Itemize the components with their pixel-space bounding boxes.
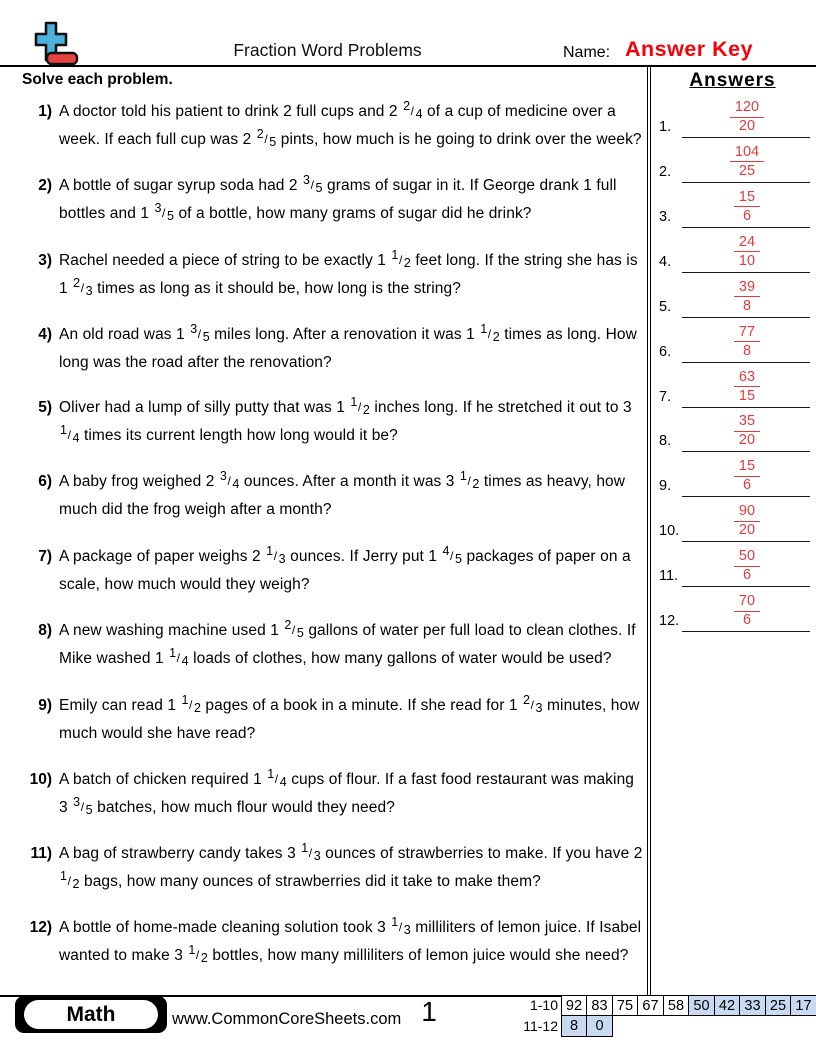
score-cell: 0 xyxy=(586,1015,613,1038)
answer-number: 12. xyxy=(659,613,680,630)
answer-number: 10. xyxy=(659,523,680,540)
answer-item xyxy=(653,274,813,318)
answer-denominator: 8 xyxy=(742,342,752,359)
problem-item xyxy=(22,321,644,376)
answer-item xyxy=(653,139,813,183)
answer-line xyxy=(682,496,810,497)
problem-item xyxy=(22,172,644,228)
problem-number: 11) xyxy=(30,845,52,862)
answer-fraction xyxy=(682,457,812,493)
answer-number: 5. xyxy=(659,298,672,315)
math-badge-label: Math xyxy=(24,1000,158,1029)
answer-item xyxy=(653,364,813,408)
score-cell: 83 xyxy=(586,995,613,1016)
answer-item xyxy=(653,94,813,138)
answer-denominator: 20 xyxy=(738,118,756,134)
answer-fraction xyxy=(682,98,812,134)
answer-fraction xyxy=(682,502,812,538)
inline-fraction: $^1$/ 4 xyxy=(267,766,287,789)
inline-fraction: $^1$/ 2 xyxy=(480,321,500,344)
score-cell: 50 xyxy=(688,995,715,1016)
inline-fraction: $^1$/ 2 xyxy=(459,468,480,491)
problem-text: A new washing machine used 1 $^2$/ 5 gallons of water per full load to clean clothes. If Mike washed 1 $^1$/ 4 loads of clothes, how many gallons of water would be used? xyxy=(59,617,636,668)
problem-number: 9) xyxy=(38,697,52,714)
answer-denominator: 6 xyxy=(742,567,752,584)
problem-item xyxy=(22,247,644,303)
score-cell: 17 xyxy=(790,995,816,1016)
score-cell: 58 xyxy=(663,995,690,1016)
score-cell: 92 xyxy=(561,995,588,1016)
answer-numerator: 70 xyxy=(734,594,760,612)
inline-fraction: $^1$/ 2 xyxy=(188,942,208,965)
inline-fraction: $^2$/ 3 xyxy=(73,275,93,298)
answer-denominator: 20 xyxy=(738,432,756,449)
score-table xyxy=(518,995,816,1037)
answer-line xyxy=(682,407,810,408)
problem-item xyxy=(22,394,644,450)
answer-item xyxy=(653,229,813,273)
answer-fraction xyxy=(682,368,812,404)
inline-fraction: $^1$/ 2 xyxy=(60,868,80,891)
answer-number: 6. xyxy=(659,343,672,360)
inline-fraction: $^2$/ 5 xyxy=(256,126,277,149)
problem-text: Oliver had a lump of silly putty that was 1 $^1$/ 2 inches long. If he stretched it out to 3 $^1$/ 4 times its current length how long would it be? xyxy=(59,394,632,445)
answer-line xyxy=(682,541,810,542)
problem-item xyxy=(22,98,644,154)
answer-item xyxy=(653,498,813,542)
answer-fraction xyxy=(682,592,812,628)
problem-number: 6) xyxy=(38,473,52,490)
answer-item xyxy=(653,319,813,363)
answer-line xyxy=(682,272,810,273)
worksheet-title: Fraction Word Problems xyxy=(233,40,422,60)
inline-fraction: $^1$/ 3 xyxy=(266,543,286,566)
answer-numerator: 39 xyxy=(734,280,760,298)
answer-line xyxy=(682,182,810,183)
answer-key-text: Answer Key xyxy=(625,37,754,61)
problem-number: 4) xyxy=(38,326,52,343)
answer-item xyxy=(653,543,813,587)
problem-item xyxy=(22,543,644,598)
problem-number: 8) xyxy=(38,622,52,639)
answer-numerator: 35 xyxy=(734,414,760,432)
problem-item xyxy=(22,914,644,970)
answer-line xyxy=(682,362,810,363)
problem-text: A bag of strawberry candy takes 3 $^1$/ 3 ounces of strawberries to make. If you have 2 $^1$/ 2 bags, how many ounces of strawberries did it take to make them? xyxy=(59,840,643,891)
answer-line xyxy=(682,227,810,228)
answer-line xyxy=(682,317,810,318)
answer-denominator: 8 xyxy=(742,297,752,314)
answer-fraction xyxy=(682,547,812,583)
answer-denominator: 6 xyxy=(742,477,752,494)
inline-fraction: $^2$/ 3 xyxy=(523,692,543,715)
problem-text: A package of paper weighs 2 $^1$/ 3 ounces. If Jerry put 1 $^4$/ 5 packages of paper on a scale, how much would they weigh? xyxy=(59,543,631,594)
score-row-label: 11-12 xyxy=(523,1018,558,1034)
answer-fraction xyxy=(682,233,812,269)
problem-text: An old road was 1 $^3$/ 5 miles long. After a renovation it was 1 $^1$/ 2 times as long. How long was the road after the renovation? xyxy=(59,321,637,372)
problem-item xyxy=(22,468,644,523)
score-row xyxy=(518,995,816,1016)
instructions-text: Solve each problem. xyxy=(22,71,173,88)
answer-numerator: 15 xyxy=(734,190,760,208)
score-cell: 33 xyxy=(739,995,766,1016)
answer-numerator: 104 xyxy=(730,145,764,163)
score-row xyxy=(518,1016,816,1037)
inline-fraction: $^4$/ 5 xyxy=(442,543,463,566)
problem-text: Emily can read 1 $^1$/ 2 pages of a book in a minute. If she read for 1 $^2$/ 3 minutes, how much would she have read? xyxy=(59,692,640,743)
answer-fraction xyxy=(682,188,812,224)
problem-item xyxy=(22,840,644,896)
answer-fraction xyxy=(682,412,812,448)
problem-text: A bottle of sugar syrup soda had 2 $^3$/ 5 grams of sugar in it. If George drank 1 full bottles and 1 $^3$/ 5 of a bottle, how many grams of sugar did he drink? xyxy=(59,172,617,223)
problem-number: 7) xyxy=(38,548,52,565)
website-url: www.CommonCoreSheets.com xyxy=(172,1010,402,1028)
inline-fraction: $^1$/ 4 xyxy=(169,645,189,668)
problem-item xyxy=(22,766,644,822)
answer-fraction xyxy=(682,323,812,359)
answer-numerator: 90 xyxy=(734,504,760,522)
answer-number: 1. xyxy=(659,119,672,135)
answer-item xyxy=(653,408,813,452)
answer-line xyxy=(682,631,810,632)
problem-item xyxy=(22,617,644,673)
inline-fraction: $^1$/ 2 xyxy=(391,247,411,270)
answer-number: 9. xyxy=(659,478,672,495)
inline-fraction: $^1$/ 2 xyxy=(350,394,370,417)
inline-fraction: $^1$/ 2 xyxy=(181,692,202,715)
problem-text: A doctor told his patient to drink 2 full cups and 2 $^2$/ 4 of a cup of medicine over a week. If each full cup was 2 $^2$/ 5 pints, how much is he going to drink over the week? xyxy=(59,98,642,149)
problem-text: A batch of chicken required 1 $^1$/ 4 cups of flour. If a fast food restaurant was making 3 $^3$/ 5 batches, how much flour would they need? xyxy=(59,766,635,817)
inline-fraction: $^3$/ 5 xyxy=(190,321,210,344)
inline-fraction: $^2$/ 5 xyxy=(284,617,304,640)
page-number: 1 xyxy=(421,996,437,1027)
answer-number: 3. xyxy=(659,208,672,225)
problem-number: 5) xyxy=(38,399,52,416)
inline-fraction: $^1$/ 3 xyxy=(391,914,411,937)
problem-number: 10) xyxy=(29,771,52,788)
answer-denominator: 10 xyxy=(738,252,756,269)
answer-numerator: 24 xyxy=(734,235,760,253)
answer-denominator: 6 xyxy=(742,207,752,224)
inline-fraction: $^3$/ 5 xyxy=(73,794,93,817)
score-cell: 42 xyxy=(714,995,741,1016)
answers-header: Answers xyxy=(689,70,776,91)
score-row-label: 1-10 xyxy=(529,997,558,1013)
problem-text: Rachel needed a piece of string to be exactly 1 $^1$/ 2 feet long. If the string she has is 1 $^2$/ 3 times as long as it should be, how long is the string? xyxy=(59,247,638,298)
answer-number: 2. xyxy=(659,163,672,180)
answer-denominator: 25 xyxy=(738,162,756,179)
math-badge xyxy=(15,996,167,1033)
problem-number: 1) xyxy=(38,103,52,120)
score-cell: 75 xyxy=(612,995,639,1016)
column-divider xyxy=(647,67,651,995)
answer-denominator: 15 xyxy=(738,387,756,404)
answer-number: 11. xyxy=(659,568,679,585)
score-cell: 8 xyxy=(561,1015,588,1038)
answer-item xyxy=(653,588,813,632)
header-rule xyxy=(0,65,816,67)
answer-denominator: 20 xyxy=(738,522,756,539)
problem-text: A bottle of home-made cleaning solution took 3 $^1$/ 3 milliliters of lemon juice. If Isabel wanted to make 3 $^1$/ 2 bottles, how many milliliters of lemon juice would she need? xyxy=(59,914,642,965)
answer-fraction xyxy=(682,278,812,314)
answer-numerator: 77 xyxy=(734,325,760,343)
name-label: Name: xyxy=(563,44,611,61)
answer-number: 4. xyxy=(659,253,672,270)
answer-line xyxy=(682,137,810,138)
answer-item xyxy=(653,453,813,497)
answer-numerator: 50 xyxy=(734,549,760,567)
score-cell: 25 xyxy=(765,995,792,1016)
problem-item xyxy=(22,692,644,747)
inline-fraction: $^3$/ 5 xyxy=(303,172,323,195)
inline-fraction: $^3$/ 5 xyxy=(154,200,175,223)
inline-fraction: $^1$/ 4 xyxy=(60,422,80,445)
problem-number: 12) xyxy=(29,919,52,936)
answer-number: 7. xyxy=(659,388,672,405)
answer-line xyxy=(682,451,810,452)
problem-number: 3) xyxy=(38,252,52,269)
answer-line xyxy=(682,586,810,587)
inline-fraction: $^1$/ 3 xyxy=(301,840,321,863)
answer-item xyxy=(653,184,813,228)
answer-number: 8. xyxy=(659,433,672,450)
inline-fraction: $^3$/ 4 xyxy=(219,468,240,491)
answer-denominator: 6 xyxy=(742,612,752,629)
answer-fraction xyxy=(682,143,812,179)
inline-fraction: $^2$/ 4 xyxy=(403,98,423,121)
answer-numerator: 15 xyxy=(734,459,760,477)
answer-numerator: 63 xyxy=(734,370,760,388)
score-cell: 67 xyxy=(637,995,664,1016)
problem-text: A baby frog weighed 2 $^3$/ 4 ounces. After a month it was 3 $^1$/ 2 times as heavy, how much did the frog weigh after a month? xyxy=(59,468,626,519)
answer-numerator: 120 xyxy=(730,100,764,118)
problem-number: 2) xyxy=(38,177,52,194)
